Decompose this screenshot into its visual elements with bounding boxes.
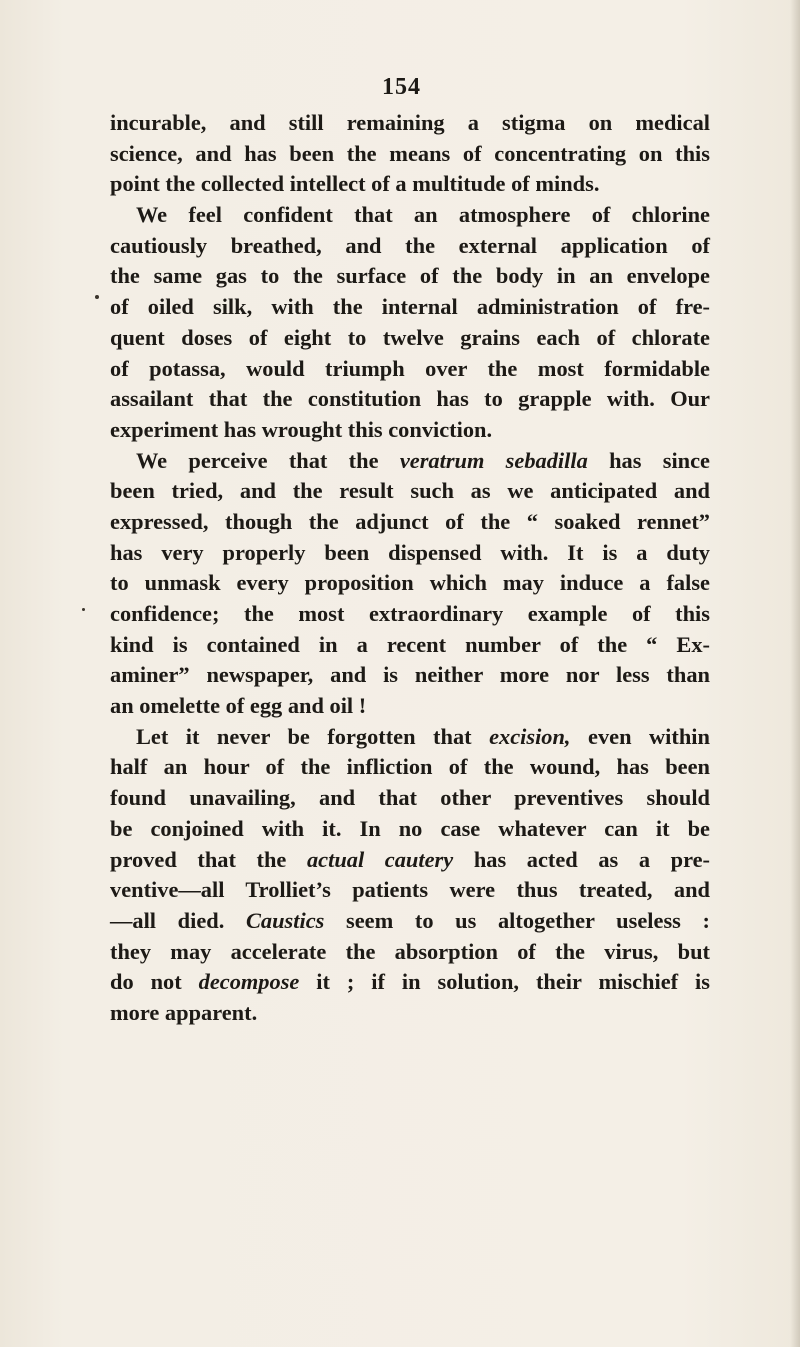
text-line: aminer” newspaper, and is neither more nor less than	[110, 662, 710, 688]
text-line: been tried, and the result such as we anticipated and	[110, 478, 710, 504]
text-segment: Let it never be forgotten that	[136, 723, 472, 749]
text-line: ventive—all Trolliet’s patients were thus treated, and	[110, 877, 710, 903]
text-line: experiment has wrought this conviction.	[110, 416, 493, 442]
paper-speck	[95, 295, 99, 299]
text-line	[110, 845, 710, 876]
text-line: incurable, and still remaining a stigma on medical	[110, 110, 710, 135]
text-line: quent doses of eight to twelve grains each of chlorate	[110, 324, 710, 350]
text-line: point the collected intellect of a multitude of minds.	[110, 171, 600, 197]
text-segment: it ; if in solution, their mischief is	[316, 969, 710, 995]
text-line: kind is contained in a recent number of the “ Ex-	[110, 631, 710, 657]
text-line: has very properly been dispensed with. It is a duty	[110, 539, 710, 565]
text-line: of potassa, would triumph over the most formidable	[110, 355, 710, 381]
text-segment: has since	[609, 447, 710, 473]
italic-term: actual cautery	[306, 846, 454, 872]
text-line: the same gas to the surface of the body in an envelope	[110, 263, 710, 289]
text-line: assailant that the constitution has to grapple with. Our	[110, 386, 710, 412]
italic-term: Caustics	[245, 907, 325, 933]
text-segment: proved that the	[110, 846, 287, 872]
text-line	[110, 906, 710, 937]
page-number: 154	[382, 74, 421, 100]
text-line: to unmask every proposition which may induce a false	[110, 570, 710, 596]
italic-term: veratrum sebadilla	[399, 447, 588, 473]
text-line: half an hour of the infliction of the wound, has been	[110, 754, 710, 780]
italic-term: excision,	[489, 723, 571, 749]
body-text	[110, 108, 710, 1029]
text-segment: seem to us altogether useless :	[346, 907, 710, 933]
text-line: We feel confident that an atmosphere of chlorine	[136, 202, 710, 228]
text-line: cautiously breathed, and the external application of	[110, 232, 710, 258]
text-line: an omelette of egg and oil !	[110, 693, 367, 719]
text-line	[110, 722, 710, 753]
text-segment: We perceive that the	[136, 447, 379, 473]
text-line: found unavailing, and that other preventives should	[110, 785, 710, 811]
italic-term: decompose	[198, 969, 300, 995]
text-segment: has acted as a pre-	[473, 846, 711, 872]
text-line: science, and has been the means of concentrating on this	[110, 140, 710, 166]
text-line: be conjoined with it. In no case whatever can it be	[110, 815, 710, 841]
text-segment: do not	[110, 969, 182, 995]
page-edge-shadow	[790, 0, 800, 1347]
text-segment: even within	[588, 723, 710, 749]
text-line	[110, 967, 710, 998]
text-segment: —all died.	[110, 907, 225, 933]
text-line: of oiled silk, with the internal administration of fre-	[110, 294, 710, 320]
text-line: they may accelerate the absorption of the virus, but	[110, 938, 710, 964]
paper-speck	[82, 608, 85, 611]
text-line	[110, 446, 710, 477]
text-line: more apparent.	[110, 999, 258, 1025]
text-line: expressed, though the adjunct of the “ soaked rennet”	[110, 508, 710, 534]
text-line: confidence; the most extraordinary example of this	[110, 601, 710, 626]
